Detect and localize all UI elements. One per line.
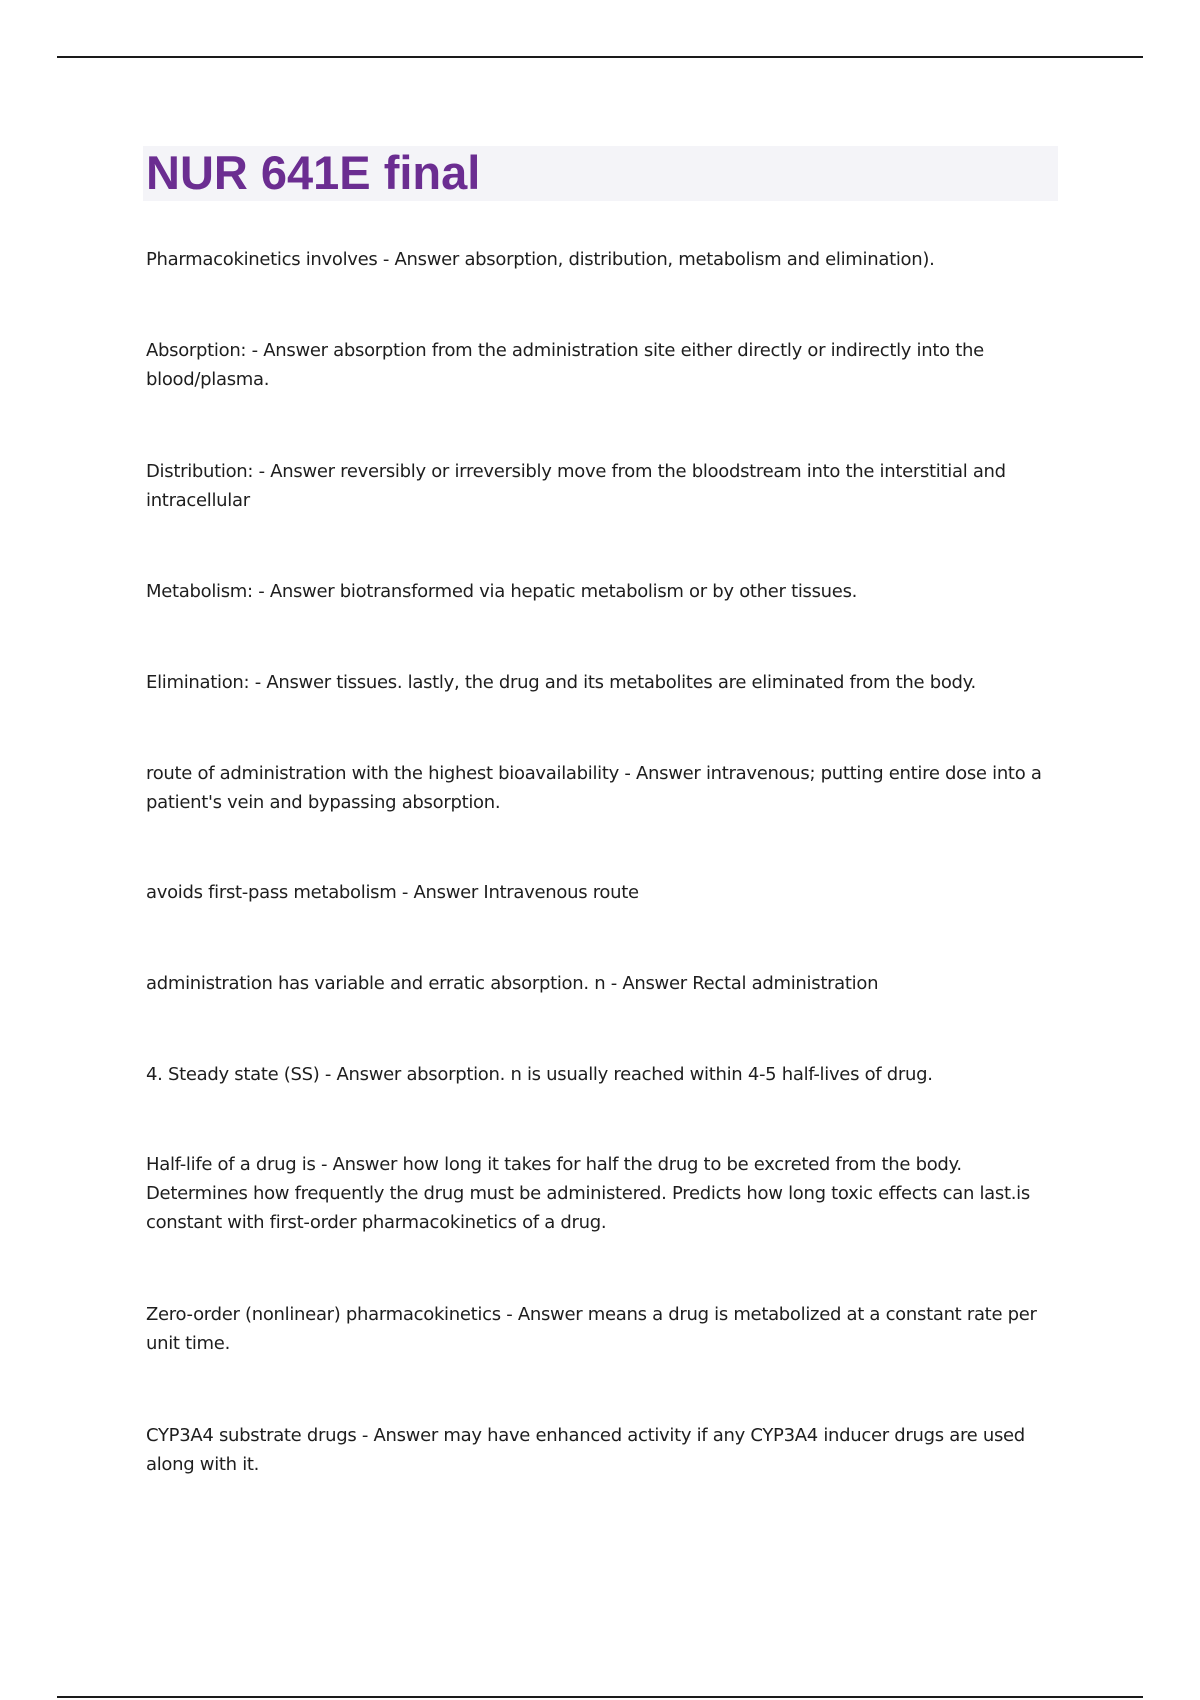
qa-item: Metabolism: - Answer biotransformed via hepatic metabolism or by other tissues. xyxy=(146,581,858,602)
footer-rule xyxy=(57,1696,1143,1698)
qa-item: Elimination: - Answer tissues. lastly, the drug and its metabolites are eliminated from the body. xyxy=(146,672,976,693)
qa-item: avoids first-pass metabolism - Answer Intravenous route xyxy=(146,882,639,903)
document-title: NUR 641E final xyxy=(146,146,481,199)
qa-item: Zero-order (nonlinear) pharmacokinetics - Answer means a drug is metabolized at a constant rate per unit time. xyxy=(146,1304,1037,1354)
qa-item: administration has variable and erratic absorption. n - Answer Rectal administration xyxy=(146,973,879,994)
qa-item: Absorption: - Answer absorption from the administration site either directly or indirectly into the blood/plasma. xyxy=(146,340,984,390)
qa-item: Distribution: - Answer reversibly or irreversibly move from the bloodstream into the interstitial and intracellular xyxy=(146,461,1006,511)
qa-item: route of administration with the highest bioavailability - Answer intravenous; putting entire dose into a patient's vein and bypassing absorption. xyxy=(146,763,1042,813)
header-rule xyxy=(57,56,1143,58)
qa-item: Pharmacokinetics involves - Answer absorption, distribution, metabolism and elimination). xyxy=(146,249,935,270)
qa-item: 4. Steady state (SS) - Answer absorption. n is usually reached within 4-5 half-lives of drug. xyxy=(146,1064,933,1085)
qa-item: CYP3A4 substrate drugs - Answer may have enhanced activity if any CYP3A4 inducer drugs are used along with it. xyxy=(146,1425,1025,1475)
qa-item: Half-life of a drug is - Answer how long it takes for half the drug to be excreted from the body. Determines how frequently the drug must be administered. Predicts how long toxic effects can last.is constant with first-order pharmacokinetics of a drug. xyxy=(146,1154,1030,1233)
